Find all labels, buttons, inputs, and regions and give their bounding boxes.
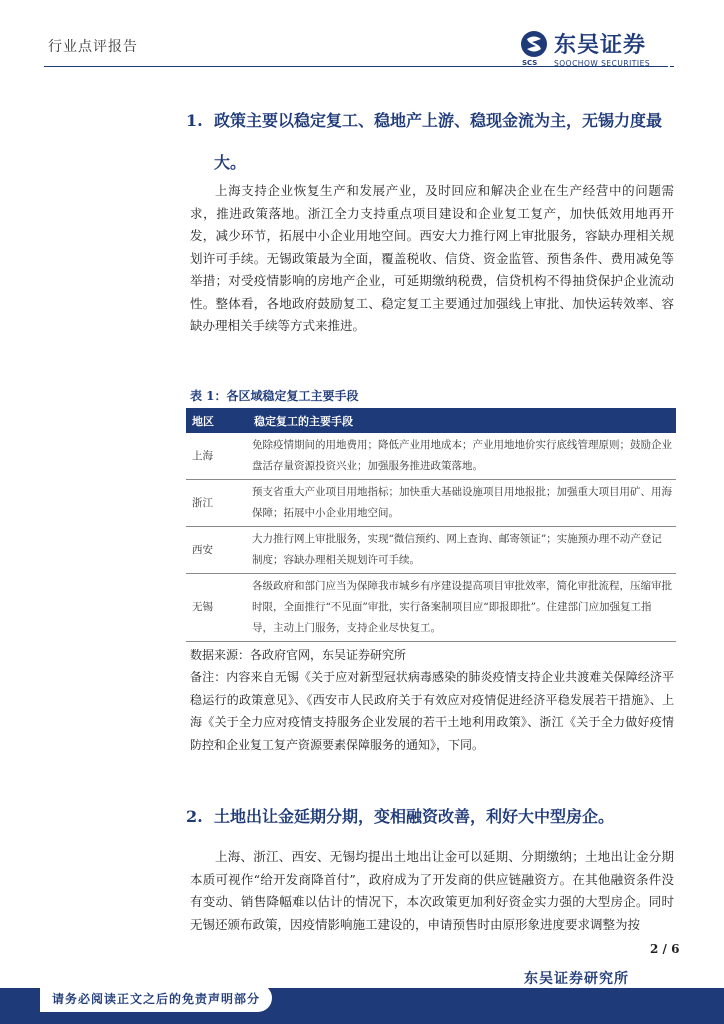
table1-title: 表 1：各区域稳定复工主要手段	[190, 389, 359, 403]
table-cell-region: 浙江	[186, 480, 248, 527]
section1-paragraph: 上海支持企业恢复生产和发展产业，及时回应和解决企业在生产经营中的问题需求，推进政策落地。浙江全力支持重点项目建设和企业复工复产，加快低效用地再开发，减少环节，拓展中小企业用地空间。西安大力推行网上审批服务，容缺办理相关规划许可手续。无锡政策最为全面，覆盖税收、信贷、资金监管、预售条件、费用减免等举措；对受疫情影响的房地产企业，可延期缴纳税费，信贷机构不得抽贷保护企业流动性。整体看，各地政府鼓励复工、稳定复工主要通过加强线上审批、加快运转效率、容缺办理相关手续等方式来推进。	[190, 183, 674, 333]
footer-disclaimer: 请务必阅读正文之后的免责声明部分	[52, 992, 261, 1006]
soochow-logo-icon	[520, 30, 548, 58]
section2-heading: 土地出让金延期分期，变相融资改善，利好大中型房企。	[214, 807, 615, 826]
report-type-label: 行业点评报告	[48, 39, 138, 55]
table-cell-region: 无锡	[186, 574, 248, 642]
table-cell-measures: 预支省重大产业项目用地指标；加快重大基础设施项目用地报批；加强重大项目用矿、用海保障；拓展中小企业用地空间。	[248, 480, 676, 527]
table-cell-measures: 大力推行网上审批服务，实现“微信预约、网上查询、邮寄领证”；实施预办理不动产登记制度；容缺办理相关规划许可手续。	[248, 527, 676, 574]
table-row	[186, 433, 676, 480]
table-cell-measures: 各级政府和部门应当为保障我市城乡有序建设提高项目审批效率，简化审批流程，压缩审批时限，全面推行“不见面”审批，实行备案制项目应“即报即批”。住建部门应加强复工指导，主动上门服务，支持企业尽快复工。	[248, 574, 676, 642]
header-tick	[670, 66, 674, 67]
footer-org: 东吴证券研究所	[524, 971, 629, 987]
soochow-logo	[520, 28, 670, 68]
table-cell-measures: 免除疫情期间的用地费用；降低产业用地成本；产业用地地价实行底线管理原则；鼓励企业盘活存量资源投资兴业；加强服务推进政策落地。	[248, 433, 676, 480]
table1-note: 备注：内容来自无锡《关于应对新型冠状病毒感染的肺炎疫情支持企业共渡难关保障经济平稳运行的政策意见》、《西安市人民政府关于有效应对疫情促进经济平稳发展若干措施》、上海《关于全力应对疫情支持服务企业发展的若干土地利用政策》、浙江《关于全力做好疫情防控和企业复工复产资源要素保障服务的通知》，下同。	[190, 670, 674, 752]
table1	[186, 408, 676, 642]
footer-disclaimer-box	[40, 984, 272, 1012]
table1-source: 数据来源：各政府官网，东吴证券研究所	[190, 648, 407, 662]
logo-abbr-text: SCS	[522, 59, 538, 67]
logo-cn-text: 东吴证券	[554, 33, 647, 58]
table-cell-region: 上海	[186, 433, 248, 480]
header-divider	[44, 66, 668, 67]
table1-header-region: 地区	[186, 408, 248, 433]
table1-header-row	[186, 408, 676, 433]
section1-heading: 政策主要以稳定复工、稳地产上游、稳现金流为主，无锡力度最大。	[214, 111, 663, 172]
section2-number: 2.	[186, 807, 203, 826]
section2-paragraph: 上海、浙江、西安、无锡均提出土地出让金可以延期、分期缴纳；土地出让金分期本质可视作“给开发商降首付”，政府成为了开发商的供应链融资方。在其他融资条件没有变动、销售降幅难以估计的情况下，本次政策更加利好资金实力强的大型房企。同时无锡还颁布政策，因疫情影响施工建设的，申请预售时由原形象进度要求调整为按	[190, 849, 674, 932]
table-row	[186, 574, 676, 642]
page-number: 2 / 6	[650, 942, 680, 956]
table-row	[186, 480, 676, 527]
section1-number: 1.	[186, 111, 203, 130]
logo-en-text: SOOCHOW SECURITIES	[554, 59, 651, 68]
table-cell-region: 西安	[186, 527, 248, 574]
table1-header-measures: 稳定复工的主要手段	[248, 408, 676, 433]
table-row	[186, 527, 676, 574]
